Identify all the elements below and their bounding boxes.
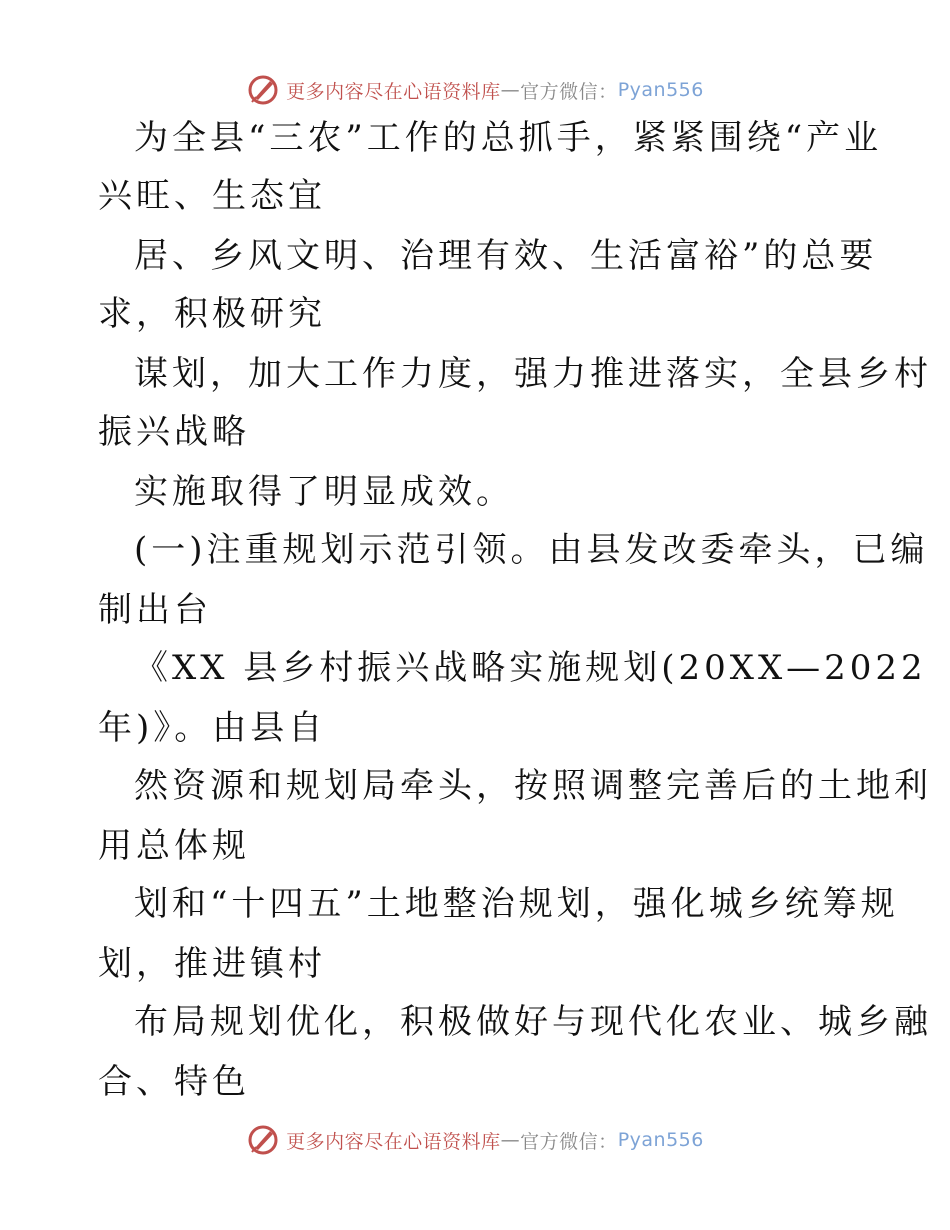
body-line: 合、特色: [98, 1062, 250, 1102]
body-line: 用总体规: [98, 826, 250, 866]
body-line: 划和“十四五”土地整治规划，强化城乡统筹规: [134, 884, 899, 924]
watermark-main-text: 更多内容尽在心语资料库: [286, 1130, 501, 1153]
body-line: 为全县“三农”工作的总抓手，紧紧围绕“产业: [134, 118, 883, 158]
body-line: (一)注重规划示范引领。由县发改委牵头，已编: [134, 530, 929, 570]
body-line: 年)》。由县自: [98, 708, 327, 748]
body-line: 居、乡风文明、治理有效、生活富裕”的总要: [134, 236, 878, 276]
watermark-official-label: 官方微信：: [520, 1130, 618, 1153]
watermark-main-text: 更多内容尽在心语资料库: [286, 80, 501, 103]
watermark-dash: —: [500, 1129, 521, 1151]
body-line: 划，推进镇村: [98, 944, 326, 984]
watermark-dash: —: [500, 79, 521, 101]
body-line: 实施取得了明显成效。: [134, 472, 514, 512]
body-line: 振兴战略: [98, 412, 250, 452]
body-line: 求，积极研究: [98, 294, 326, 334]
watermark-id: Pyan556: [617, 1129, 704, 1151]
quill-pen-circle-icon: [246, 73, 280, 107]
quill-pen-circle-icon: [246, 1123, 280, 1157]
body-line: 布局规划优化，积极做好与现代化农业、城乡融: [134, 1002, 932, 1042]
watermark-official-label: 官方微信：: [520, 80, 618, 103]
header-watermark: [0, 70, 950, 110]
body-line: 谋划，加大工作力度，强力推进落实，全县乡村: [134, 354, 932, 394]
watermark-id: Pyan556: [617, 79, 704, 101]
body-line: 《XX 县乡村振兴战略实施规划(20XX—2022: [134, 648, 927, 688]
footer-watermark: [0, 1120, 950, 1160]
body-line: 兴旺、生态宜: [98, 176, 326, 216]
body-line: 制出台: [98, 590, 212, 630]
body-line: 然资源和规划局牵头，按照调整完善后的土地利: [134, 766, 932, 806]
